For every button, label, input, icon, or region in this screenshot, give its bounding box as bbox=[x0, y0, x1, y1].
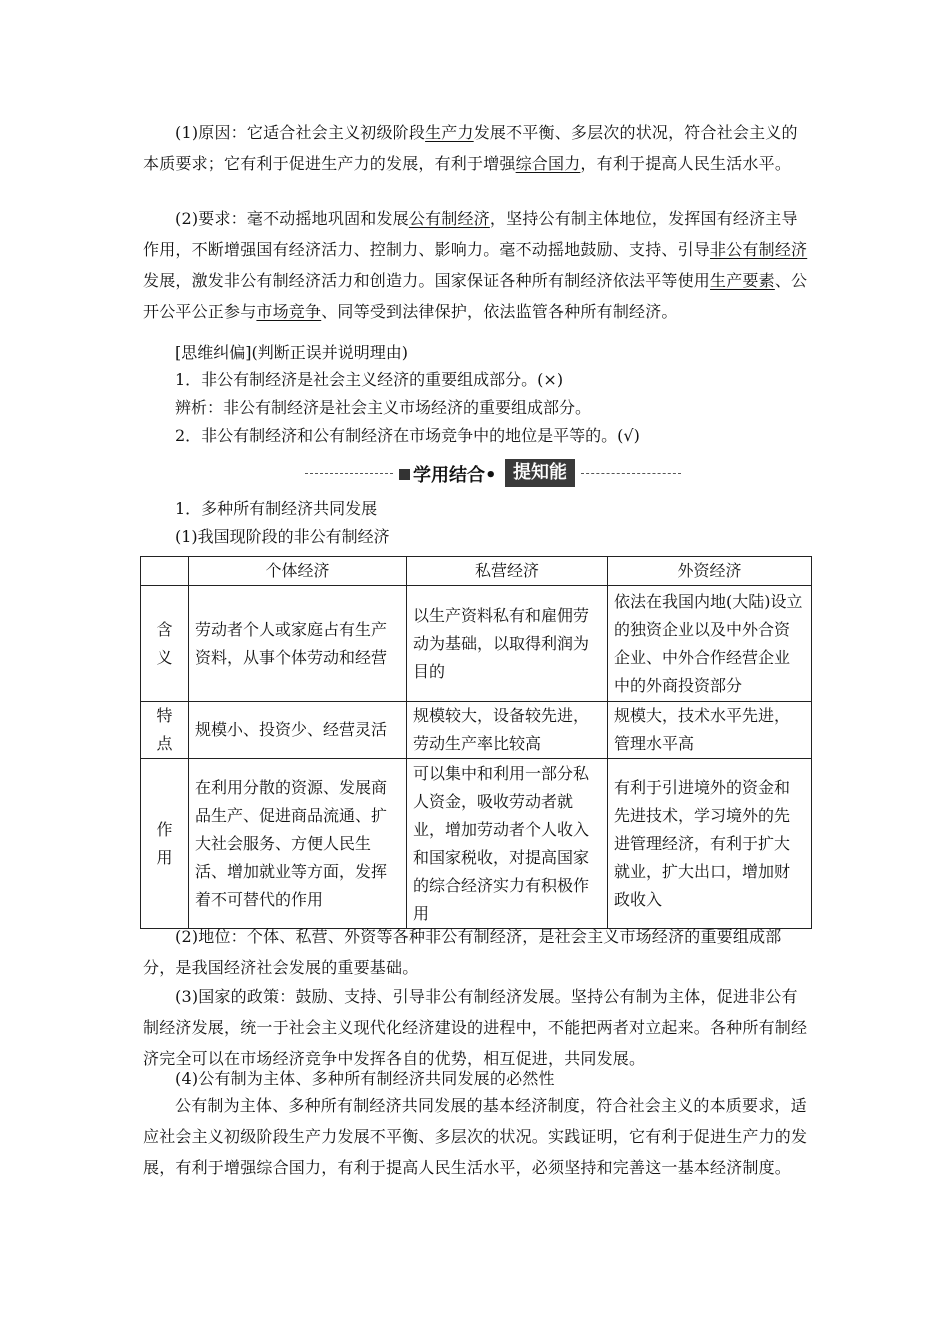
row-label-char: 义 bbox=[156, 647, 173, 667]
row-label bbox=[141, 759, 189, 929]
table-cell: 有利于引进境外的资金和先进技术，学习境外的先进管理经济，有利于扩大就业，扩大出口，增加财政收入 bbox=[608, 759, 812, 929]
underlined-term: 市场竞争 bbox=[256, 302, 322, 321]
row-label bbox=[141, 702, 189, 759]
banner-left-text: 学用结合 bbox=[413, 465, 485, 486]
thinking-analysis: 辨析：非公有制经济是社会主义市场经济的重要组成部分。 bbox=[175, 398, 592, 417]
table-cell: 依法在我国内地(大陆)设立的独资企业以及中外合资企业、中外合作经营企业中的外商投资部分 bbox=[608, 586, 812, 702]
square-bullet-icon bbox=[399, 469, 410, 480]
table-cell: 劳动者个人或家庭占有生产资料，从事个体劳动和经营 bbox=[189, 586, 407, 702]
table-cell: 规模小、投资少、经营灵活 bbox=[189, 702, 407, 759]
status-paragraph: (2)地位：个体、私营、外资等各种非公有制经济，是社会主义市场经济的重要组成部分，是我国经济社会发展的重要基础。 bbox=[143, 927, 782, 977]
table-cell: 规模大，技术水平先进，管理水平高 bbox=[608, 702, 812, 759]
underlined-term: 综合国力 bbox=[515, 154, 581, 173]
banner-dash-left bbox=[305, 473, 393, 474]
underlined-term: 公有制经济 bbox=[408, 209, 490, 228]
row-label bbox=[141, 586, 189, 702]
text-span: (2)要求：毫不动摇地巩固和发展 bbox=[175, 209, 409, 228]
requirement-paragraph bbox=[143, 203, 811, 327]
row-label-char: 特 bbox=[156, 706, 173, 725]
underlined-term: 生产力 bbox=[425, 123, 474, 142]
row-label-char: 用 bbox=[156, 847, 173, 867]
table-cell: 在利用分散的资源、发展商品生产、促进商品流通、扩大社会服务、方便人民生活、增加就业等方面，发挥着不可替代的作用 bbox=[189, 759, 407, 929]
table-header-row bbox=[141, 557, 812, 586]
section-banner bbox=[305, 458, 681, 490]
text-span: 、同等受到法律保护，依法监管各种所有制经济。 bbox=[321, 302, 678, 321]
underlined-term: 生产要素 bbox=[710, 271, 775, 290]
necessity-paragraph: 公有制为主体、多种所有制经济共同发展的基本经济制度，符合社会主义的本质要求，适应社会主义初级阶段生产力发展不平衡、多层次的状况。实践证明，它有利于促进生产力的发展，有利于增强综合国力，有利于提高人民生活水平，必须坚持和完善这一基本经济制度。 bbox=[143, 1096, 808, 1177]
row-label-char: 作 bbox=[156, 819, 173, 839]
table-header-cell: 外资经济 bbox=[608, 557, 812, 586]
banner-highlight-box: 提知能 bbox=[505, 459, 575, 487]
row-label-char: 点 bbox=[156, 734, 173, 753]
table-header-cell: 个体经济 bbox=[189, 557, 407, 586]
table-row bbox=[141, 759, 812, 929]
section-title: 1．多种所有制经济共同发展 bbox=[175, 499, 378, 518]
section-subtitle: (1)我国现阶段的非公有制经济 bbox=[175, 527, 390, 546]
text-span: 发展，激发非公有制经济活力和创造力。国家保证各种所有制经济依法平等使用 bbox=[143, 271, 711, 290]
table-cell: 以生产资料私有和雇佣劳动为基础，以取得利润为目的 bbox=[407, 586, 608, 702]
table-cell: 规模较大，设备较先进，劳动生产率比较高 bbox=[407, 702, 608, 759]
underlined-term: 非公有制经济 bbox=[710, 240, 808, 259]
table-cell: 可以集中和利用一部分私人资金，吸收劳动者就业，增加劳动者个人收入和国家税收，对提高国家的综合经济实力有积极作用 bbox=[407, 759, 608, 929]
text-span: ，有利于提高人民生活水平。 bbox=[580, 154, 792, 173]
row-label-char: 含 bbox=[156, 619, 173, 639]
banner-dash-right bbox=[581, 473, 681, 474]
economy-table bbox=[140, 556, 812, 929]
thinking-item-1: 1．非公有制经济是社会主义经济的重要组成部分。(×) bbox=[175, 370, 564, 389]
banner-dot: • bbox=[485, 465, 497, 486]
policy-paragraph: (3)国家的政策：鼓励、支持、引导非公有制经济发展。坚持公有制为主体，促进非公有制经济发展，统一于社会主义现代化经济建设的进程中，不能把两者对立起来。各种所有制经济完全可以在市场经济竞争中发挥各自的优势，相互促进，共同发展。 bbox=[143, 987, 808, 1068]
table-header-cell bbox=[141, 557, 189, 586]
table-row bbox=[141, 702, 812, 759]
text-span: (1)原因：它适合社会主义初级阶段 bbox=[175, 123, 426, 142]
reason-paragraph bbox=[143, 117, 811, 179]
banner-left-title bbox=[399, 461, 497, 487]
necessity-heading: (4)公有制为主体、多种所有制经济共同发展的必然性 bbox=[175, 1069, 555, 1088]
text-span: ，坚持公有制主体地位，发挥国有经济主导作用，不断增强国有经济活力、控制力、影响力。毫不动摇地鼓励、支持、引导 bbox=[143, 209, 798, 259]
table-header-cell: 私营经济 bbox=[407, 557, 608, 586]
text-span: 发展不平衡、多层次的状况，符合社会主义的本质要求；它有利于促进生产力的发展，有利于增强 bbox=[143, 123, 798, 173]
text-span: 、公开公平公正参与 bbox=[143, 271, 808, 321]
table-row bbox=[141, 586, 812, 702]
thinking-item-2: 2．非公有制经济和公有制经济在市场竞争中的地位是平等的。(√) bbox=[175, 426, 640, 445]
thinking-header: [思维纠偏](判断正误并说明理由) bbox=[175, 343, 408, 362]
